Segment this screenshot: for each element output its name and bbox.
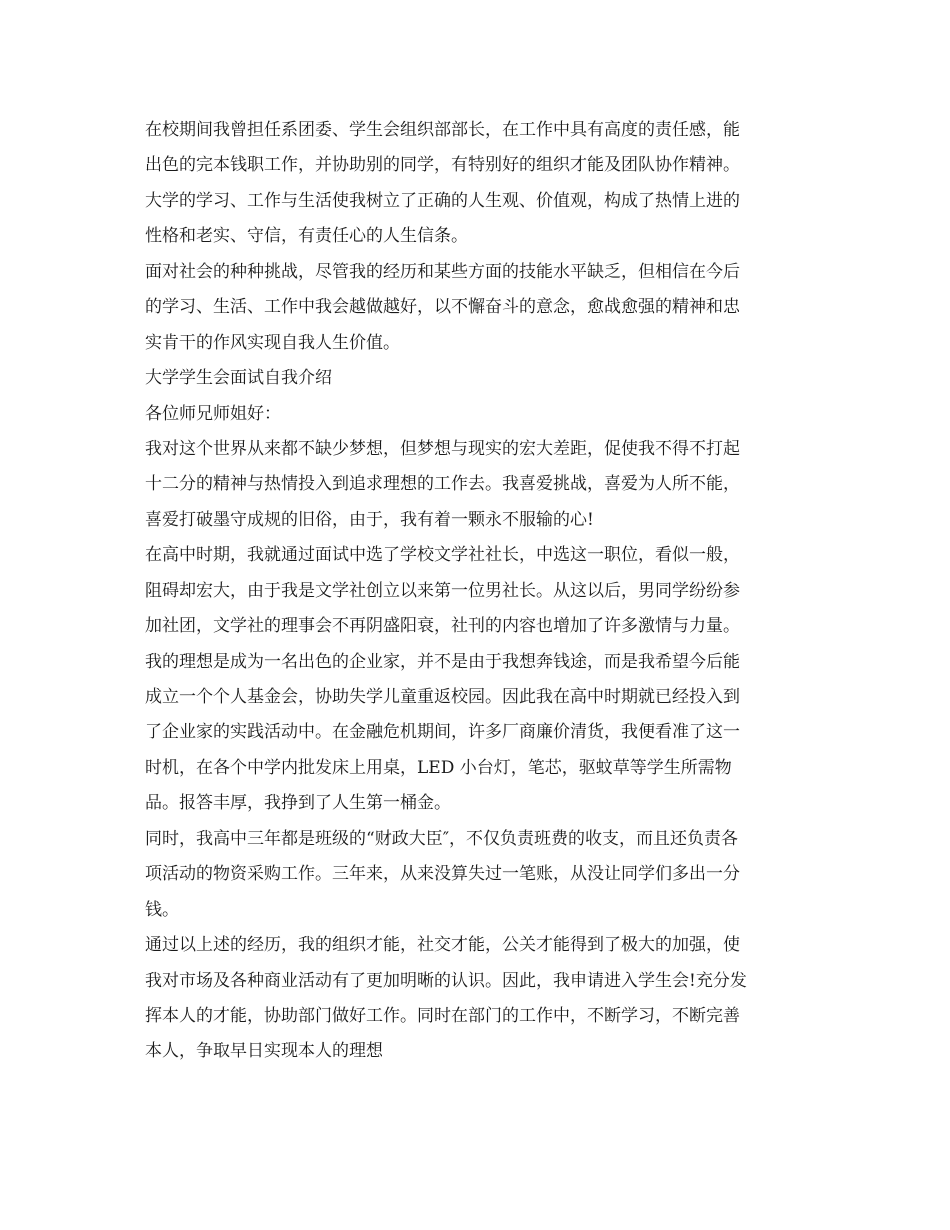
text-line: 加社团，文学社的理事会不再阴盛阳衰，社刊的内容也增加了许多激情与力量。 [145, 616, 740, 637]
text-line: 成立一个个人基金会，协助失学儿童重返校园。因此我在高中时期就已经投入到 [145, 687, 740, 707]
text-line: 实肯干的作风实现自我人生价值。 [145, 332, 400, 353]
text-line: 面对社会的种种挑战，尽管我的经历和某些方面的技能水平缺乏，但相信在今后 [145, 261, 740, 282]
text-line: 十二分的精神与热情投入到追求理想的工作去。我喜爱挑战，喜爱为人所不能， [145, 474, 740, 495]
text-line: 在高中时期，我就通过面试中选了学校文学社社长，中选这一职位，看似一般， [145, 545, 740, 566]
text-line: 了企业家的实践活动中。在金融危机期间，许多厂商廉价清货，我便看准了这一 [145, 722, 740, 743]
text-line: 在校期间我曾担任系团委、学生会组织部部长，在工作中具有高度的责任感，能 [145, 120, 740, 140]
text-line: 挥本人的才能，协助部门做好工作。同时在部门的工作中，不断学习，不断完善 [145, 1005, 740, 1026]
text-line: 同时，我高中三年都是班级的“财政大臣″，不仅负责班费的收支，而且还负责各 [145, 828, 739, 849]
text-line: 我对这个世界从来都不缺少梦想，但梦想与现实的宏大差距，促使我不得不打起 [145, 438, 740, 459]
text-line: 出色的完本钱职工作，并协助别的同学，有特别好的组织才能及团队协作精神。 [145, 155, 740, 176]
text-line: 项活动的物资采购工作。三年来，从来没算失过一笔账，从没让同学们多出一分 [145, 864, 740, 885]
text-line: 通过以上述的经历，我的组织才能，社交才能，公关才能得到了极大的加强，使 [145, 935, 740, 956]
greeting: 各位师兄师姐好： [145, 403, 281, 424]
text-line: 时机，在各个中学内批发床上用桌，LED 小台灯，笔芯，驱蚊草等学生所需物 [145, 757, 732, 778]
text-line: 我对市场及各种商业活动有了更加明晰的认识。因此，我申请进入学生会!充分发 [145, 970, 747, 991]
text-line: 喜爱打破墨守成规的旧俗，由于，我有着一颗永不服输的心! [145, 509, 594, 530]
text-line: 品。报答丰厚，我挣到了人生第一桶金。 [145, 793, 451, 814]
section-title: 大学学生会面试自我介绍 [145, 368, 332, 389]
text-line: 大学的学习、工作与生活使我树立了正确的人生观、价值观，构成了热情上进的 [145, 190, 740, 211]
text-line: 我的理想是成为一名出色的企业家，并不是由于我想奔钱途，而是我希望今后能 [145, 651, 740, 672]
text-line: 钱。 [145, 899, 179, 920]
text-line: 阻碍却宏大，由于我是文学社创立以来第一位男社长。从这以后，男同学纷纷参 [145, 580, 740, 601]
text-line: 本人，争取早日实现本人的理想 [145, 1041, 383, 1062]
document-body [145, 113, 810, 1070]
text-line: 的学习、生活、工作中我会越做越好，以不懈奋斗的意念，愈战愈强的精神和忠 [145, 297, 740, 318]
text-line: 性格和老实、守信，有责任心的人生信条。 [145, 226, 468, 247]
